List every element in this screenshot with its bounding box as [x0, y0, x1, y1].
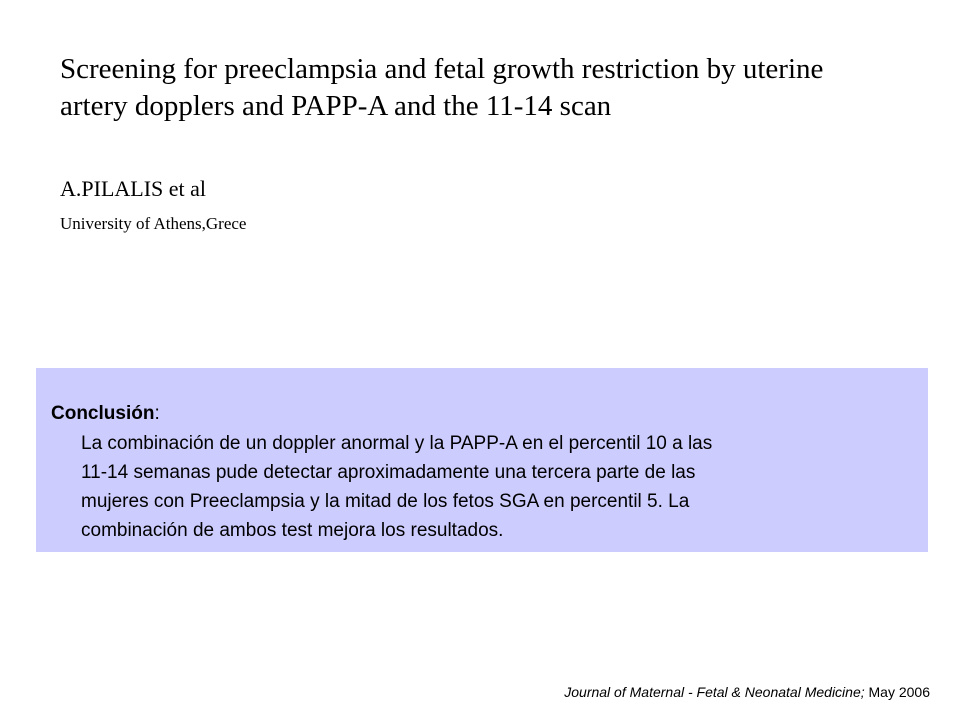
conclusion-box [36, 368, 928, 552]
affiliation: University of Athens,Grece [60, 214, 247, 233]
conclusion-line-2: 11-14 semanas pude detectar aproximadamente una tercera parte de las [81, 462, 696, 483]
conclusion-body [81, 429, 911, 545]
conclusion-heading-label: Conclusión [51, 403, 155, 424]
citation-journal: Journal of Maternal - Fetal & Neonatal Medicine; [564, 684, 865, 700]
citation-date: May 2006 [864, 684, 930, 700]
citation [564, 683, 930, 701]
conclusion-line-4: combinación de ambos test mejora los resultados. [81, 520, 504, 541]
slide-title-line-1: Screening for preeclampsia and fetal growth restriction by uterine [60, 53, 824, 85]
author: A.PILALIS et al [60, 176, 207, 201]
conclusion-line-1: La combinación de un doppler anormal y la PAPP-A en el percentil 10 a las [81, 433, 713, 454]
slide-title [60, 51, 930, 125]
conclusion-line-3: mujeres con Preeclampsia y la mitad de los fetos SGA en percentil 5. La [81, 491, 690, 512]
slide-title-line-2: artery dopplers and PAPP-A and the 11-14 scan [60, 90, 612, 122]
conclusion-heading [51, 401, 160, 427]
conclusion-heading-colon: : [154, 403, 160, 424]
